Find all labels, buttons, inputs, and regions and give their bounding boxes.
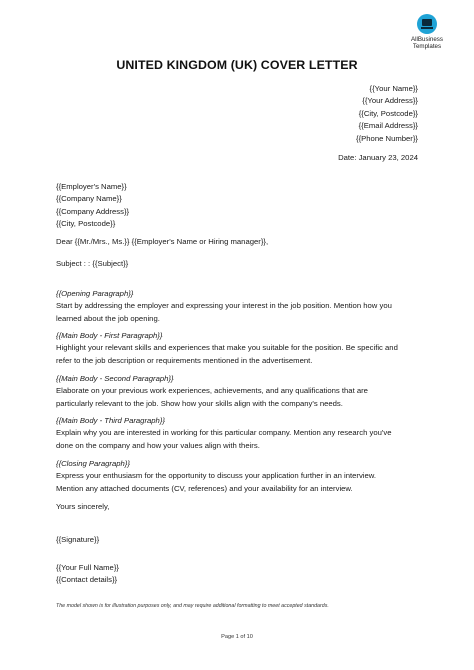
brand-logo[interactable]: [404, 14, 450, 50]
page-title: UNITED KINGDOM (UK) COVER LETTER: [116, 58, 358, 72]
recipient-address: {{Company Address}}: [56, 206, 130, 216]
logo-line-2: Templates: [412, 43, 442, 50]
section-heading: {{Closing Paragraph}}: [56, 459, 130, 468]
section-line: refer to the job description or requirements mentioned in the advertisement.: [56, 355, 313, 365]
recipient-block: [56, 181, 426, 230]
section-line: particularly relevant to the job. Show how your skills align with the company's needs.: [56, 398, 343, 408]
recipient-company: {{Company Name}}: [56, 194, 122, 204]
subject-line: Subject : : {{Subject}}: [56, 259, 129, 268]
signature-placeholder: {{Signature}}: [56, 535, 100, 544]
contact-details: {{Contact details}}: [56, 575, 118, 585]
section-heading: {{Main Body - Second Paragraph}}: [56, 374, 174, 383]
section-line: Start by addressing the employer and expressing your interest in the job position. Mention how you: [56, 301, 392, 311]
sender-phone: {{Phone Number}}: [356, 133, 418, 143]
section-heading: {{Main Body - First Paragraph}}: [56, 331, 163, 340]
full-name: {{Your Full Name}}: [56, 563, 119, 572]
sender-address: {{Your Address}}: [362, 96, 418, 106]
sender-email: {{Email Address}}: [358, 121, 418, 131]
computer-icon: [417, 14, 437, 34]
sender-block: [356, 83, 418, 145]
section-line: done on the company and how your values align with theirs.: [56, 440, 260, 450]
body-paragraph-3: [56, 415, 422, 452]
closing-paragraph: [56, 458, 422, 495]
recipient-name: {{Employer's Name}}: [56, 182, 127, 191]
section-heading: {{Main Body - Third Paragraph}}: [56, 416, 165, 425]
section-line: Highlight your relevant skills and experiences that make you suitable for the position. Be specific and: [56, 343, 398, 353]
disclaimer-note: The model shown is for illustration purposes only, and may require additional formatting to meet accepted standards.: [56, 603, 329, 609]
section-line: Express your enthusiasm for the opportunity to discuss your application further in an interview.: [56, 471, 377, 481]
section-heading: {{Opening Paragraph}}: [56, 289, 134, 298]
logo-line-1: AllBusiness: [411, 36, 443, 43]
opening-paragraph: [56, 288, 422, 325]
section-line: Explain why you are interested in working for this particular company. Mention any research you've: [56, 428, 392, 438]
body-paragraph-1: [56, 330, 422, 367]
signoff-block: [56, 562, 426, 587]
body-paragraph-2: [56, 373, 422, 410]
section-line: Mention any attached documents (CV, references) and your availability for an interview.: [56, 483, 353, 493]
recipient-city: {{City, Postcode}}: [56, 218, 116, 228]
closing-line: Yours sincerely,: [56, 502, 110, 511]
letter-date: Date: January 23, 2024: [338, 153, 418, 162]
sender-name: {{Your Name}}: [369, 84, 418, 93]
page-number: Page 1 of 10: [221, 634, 253, 640]
salutation: Dear {{Mr./Mrs., Ms.}} {{Employer's Name or Hiring manager}},: [56, 237, 269, 246]
section-line: learned about the job opening.: [56, 313, 160, 323]
section-line: Elaborate on your previous work experiences, achievements, and any qualifications that are: [56, 386, 368, 396]
sender-city: {{City, Postcode}}: [358, 108, 418, 118]
